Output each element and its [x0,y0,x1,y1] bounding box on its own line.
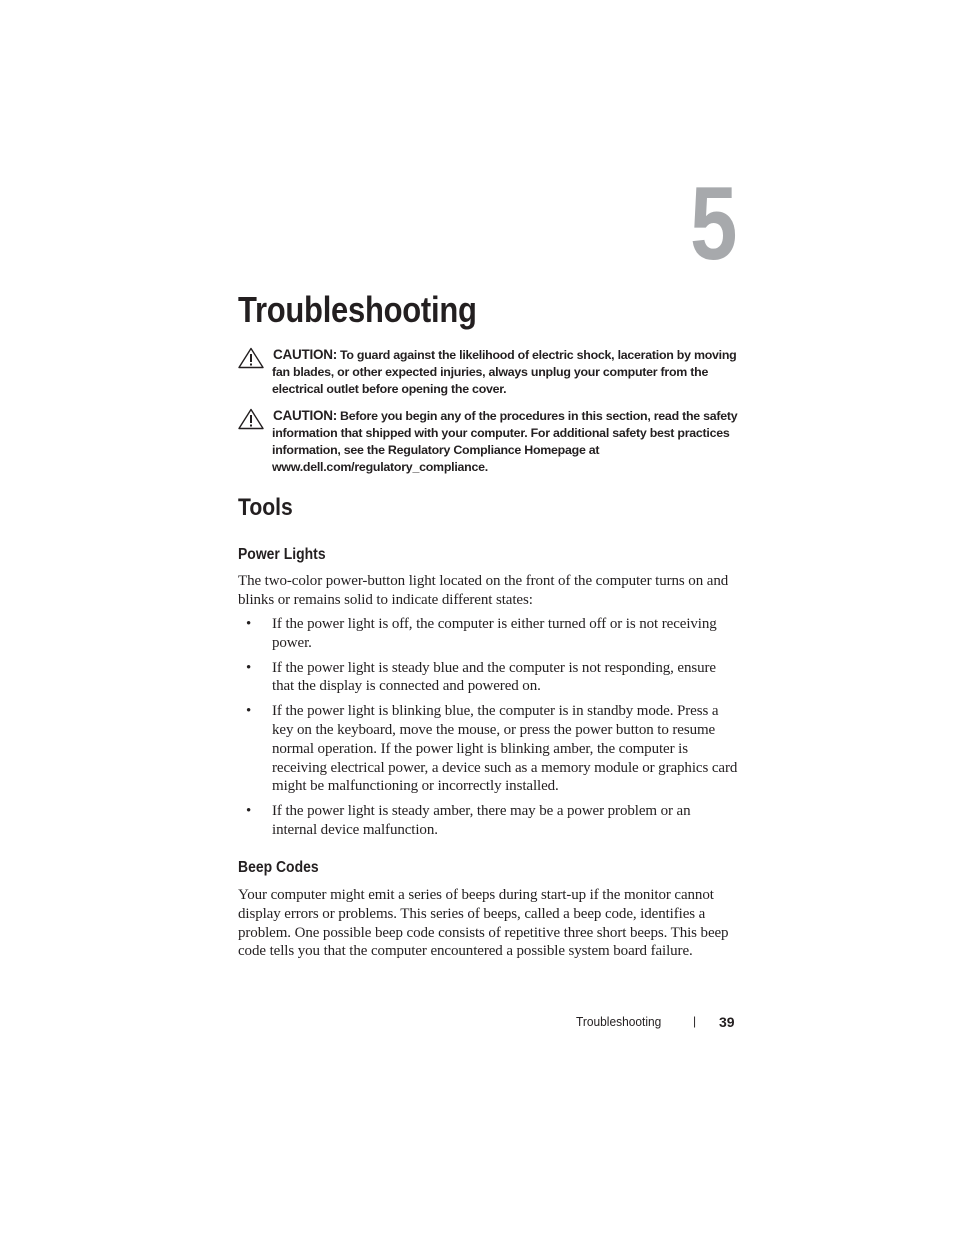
list-item [238,702,738,796]
caution-text: Before you begin any of the procedures in this section, read the safety information that shipped with your computer. For additional safety best practices information, see the Regulatory Compliance Homepage at www.dell.com/regulatory_compliance. [272,409,738,474]
list-item [238,802,738,840]
bullet-icon: • [246,659,252,676]
list-item-text: If the power light is steady amber, there may be a power problem or an internal device malfunction. [272,803,691,838]
bullet-icon: • [246,616,252,632]
caution-notice-1 [238,346,738,398]
list-item-text: If the power light is steady blue and the computer is not responding, ensure that the display is connected and powered on. [272,659,716,695]
list-item [238,615,738,653]
caution-label: CAUTION: [273,408,337,423]
chapter-number: 5 [690,166,736,282]
caution-triangle-icon [238,408,264,430]
caution-text: To guard against the likelihood of electric shock, laceration by moving fan blades, or other expected injuries, always unplug your computer from the electrical outlet before opening the cover. [272,348,737,396]
caution-label: CAUTION: [273,347,337,362]
caution-triangle-icon [238,347,264,369]
bullet-icon: • [246,803,252,820]
bullet-icon: • [246,703,252,720]
subheading-beep-codes: Beep Codes [238,859,319,876]
list-item [238,659,738,697]
page-number: 39 [719,1014,735,1030]
chapter-title: Troubleshooting [238,289,477,330]
footer-title: Troubleshooting [576,1014,662,1029]
section-heading-tools: Tools [238,494,293,521]
footer-separator: | [693,1014,697,1028]
power-lights-list [238,615,738,846]
subheading-power-lights: Power Lights [238,546,326,563]
list-item-text: If the power light is off, the computer is either turned off or is not receiving power. [272,616,717,651]
power-lights-intro: The two-color power-button light located on the front of the computer turns on and blinks or remains solid to indicate different states: [238,573,729,608]
beep-codes-text: Your computer might emit a series of beeps during start-up if the monitor cannot display errors or problems. This series of beeps, called a beep code, identifies a problem. One possible beep code consists of repetitive three short beeps. This beep code tells you that the computer encountered a possible system board failure. [238,887,729,960]
caution-notice-2 [238,407,738,476]
list-item-text: If the power light is blinking blue, the computer is in standby mode. Press a key on the keyboard, move the mouse, or press the power button to resume normal operation. If the power light is blinking amber, the computer is receiving electrical power, a device such as a memory module or graphics card might be malfunctioning or incorrectly installed. [272,703,738,795]
